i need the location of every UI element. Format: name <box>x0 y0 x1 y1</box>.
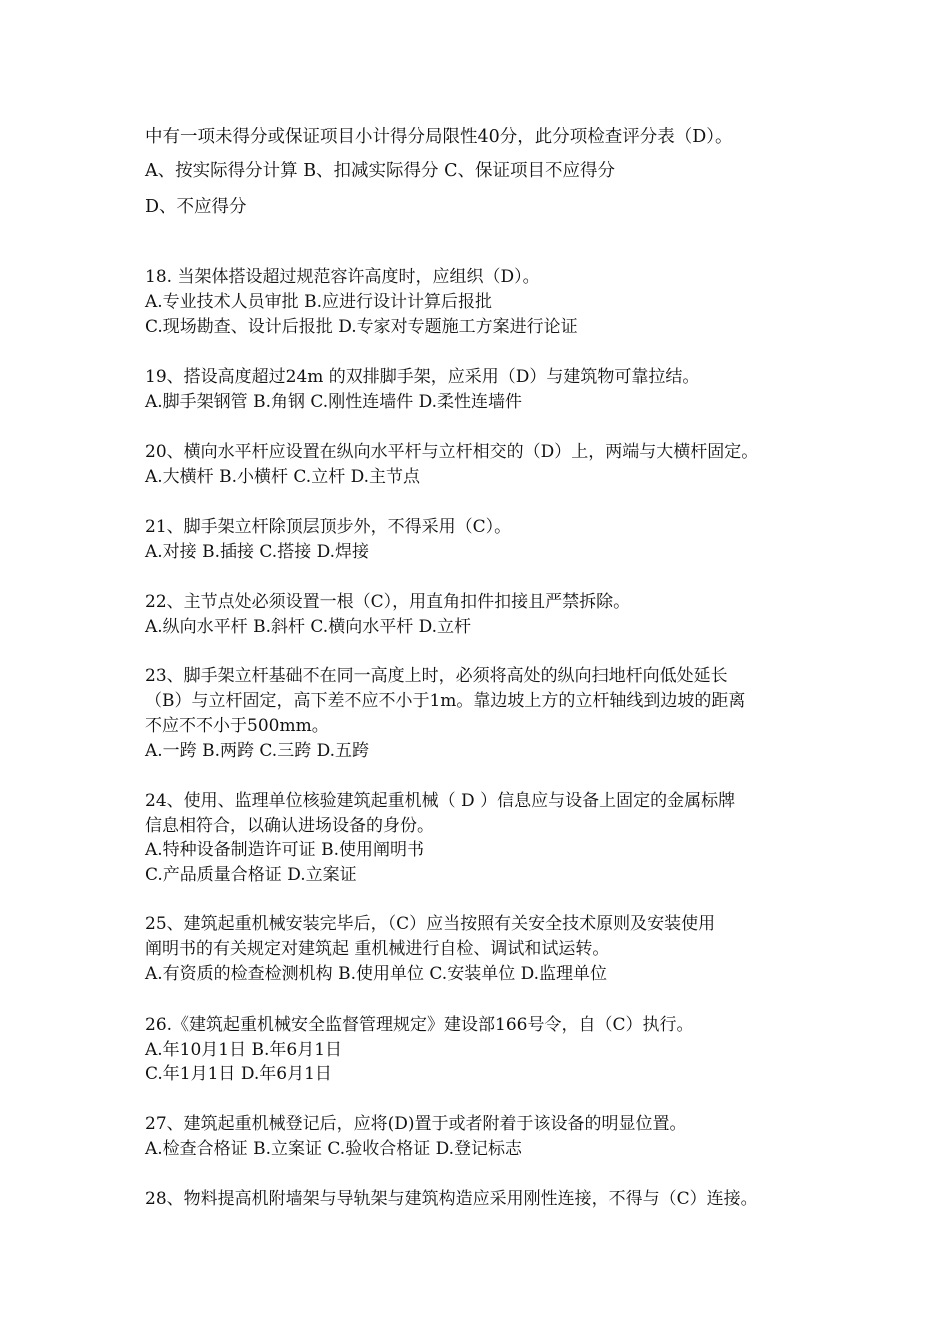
q20-stem: 20、横向水平杆应设置在纵向水平杆与立杆相交的（D）上，两端与大横杆固定。 <box>145 442 759 462</box>
q22-stem: 22、主节点处必须设置一根（C），用直角扣件扣接且严禁拆除。 <box>145 592 631 612</box>
q19-options: A.脚手架钢管 B.角钢 C.刚性连墙件 D.柔性连墙件 <box>145 392 523 412</box>
q23-options: A.一跨 B.两跨 C.三跨 D.五跨 <box>145 741 370 761</box>
q27-stem: 27、建筑起重机械登记后，应将(D)置于或者附着于该设备的明显位置。 <box>145 1114 687 1134</box>
q17-options-line-2: D、不应得分 <box>145 197 247 217</box>
q21-stem: 21、脚手架立杆除顶层顶步外，不得采用（C）。 <box>145 517 512 537</box>
q28-stem: 28、物料提高机附墙架与导轨架与建筑构造应采用刚性连接，不得与（C）连接。 <box>145 1189 758 1209</box>
q22-options: A.纵向水平杆 B.斜杆 C.横向水平杆 D.立杆 <box>145 617 472 637</box>
q26-options-line-1: A.年10月1日 B.年6月1日 <box>145 1040 343 1060</box>
q26-stem: 26.《建筑起重机械安全监督管理规定》建设部166号令，自（C）执行。 <box>145 1015 694 1035</box>
q24-options-line-1: A.特种设备制造许可证 B.使用阐明书 <box>145 840 424 860</box>
q24-stem-line-2: 信息相符合，以确认进场设备的身份。 <box>145 816 434 836</box>
q25-stem-line-1: 25、建筑起重机械安装完毕后，（C）应当按照有关安全技术原则及安装使用 <box>145 914 716 934</box>
q20-options: A.大横杆 B.小横杆 C.立杆 D.主节点 <box>145 467 421 487</box>
q26-options-line-2: C.年1月1日 D.年6月1日 <box>145 1064 332 1084</box>
q23-stem-line-1: 23、脚手架立杆基础不在同一高度上时，必须将高处的纵向扫地杆向低处延长 <box>145 666 728 686</box>
q25-options: A.有资质的检查检测机构 B.使用单位 C.安装单位 D.监理单位 <box>145 964 608 984</box>
q18-stem: 18. 当架体搭设超过规范容许高度时，应组织（D）。 <box>145 267 540 287</box>
q24-options-line-2: C.产品质量合格证 D.立案证 <box>145 865 357 885</box>
q19-stem: 19、搭设高度超过24m 的双排脚手架，应采用（D）与建筑物可靠拉结。 <box>145 367 700 387</box>
q18-options-line-2: C.现场勘查、设计后报批 D.专家对专题施工方案进行论证 <box>145 317 578 337</box>
q21-options: A.对接 B.插接 C.搭接 D.焊接 <box>145 542 370 562</box>
q17-options-line-1: A、按实际得分计算 B、扣减实际得分 C、保证项目不应得分 <box>145 161 616 181</box>
q27-options: A.检查合格证 B.立案证 C.验收合格证 D.登记标志 <box>145 1139 523 1159</box>
q18-options-line-1: A.专业技术人员审批 B.应进行设计计算后报批 <box>145 292 492 312</box>
q17-stem-tail: 中有一项未得分或保证项目小计得分局限性40分，此分项检查评分表（D）。 <box>145 127 733 147</box>
q23-stem-line-2: （B）与立杆固定，高下差不应不小于1m。靠边坡上方的立杆轴线到边坡的距离 <box>145 691 746 711</box>
q25-stem-line-2: 阐明书的有关规定对建筑起 重机械进行自检、调试和试运转。 <box>145 939 610 959</box>
q24-stem-line-1: 24、使用、监理单位核验建筑起重机械（ D ）信息应与设备上固定的金属标牌 <box>145 791 736 811</box>
q23-stem-line-3: 不应不不小于500mm。 <box>145 716 329 736</box>
